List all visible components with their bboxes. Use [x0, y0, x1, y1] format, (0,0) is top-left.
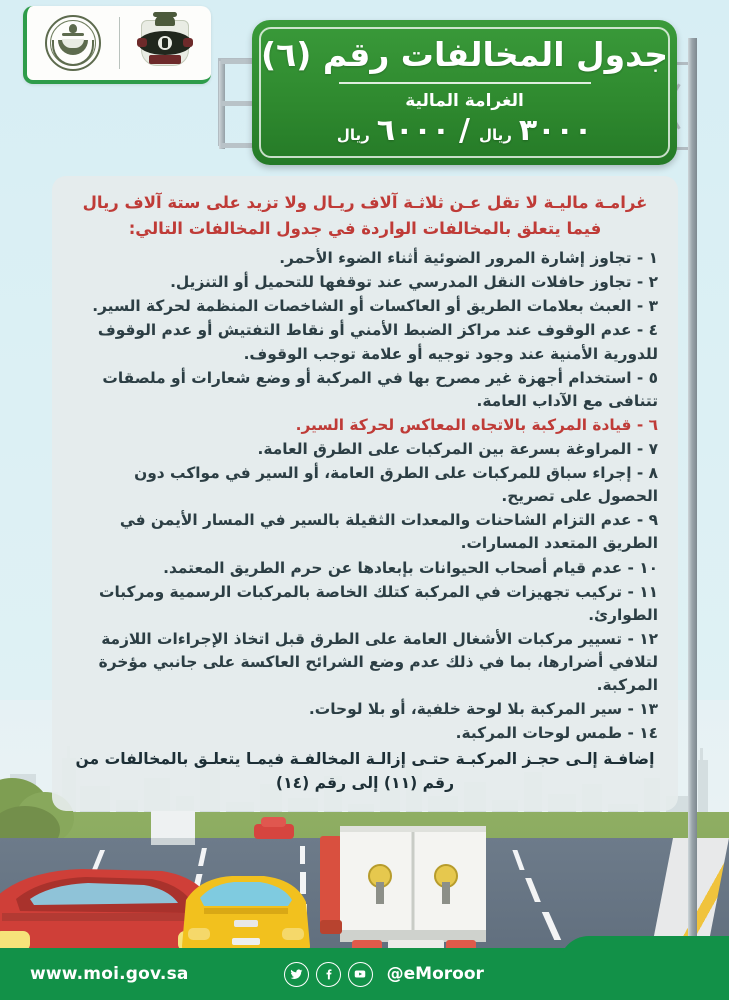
logo-card: [23, 6, 211, 84]
traffic-department-emblem-icon: [135, 14, 195, 72]
violation-text: استخدام أجهزة غير مصرح بها في المركبة أو وضع شعارات أو ملصقات تتنافى مع الآداب العامة.: [102, 368, 658, 410]
fine-max-currency: ريال: [336, 126, 370, 145]
social-handle[interactable]: @eMoroor: [386, 964, 484, 984]
ministry-of-interior-emblem-icon: [45, 15, 101, 71]
violation-item: ٩ - عدم التزام الشاحنات والمعدات الثقيلة بالسير في المسار الأيمن في الطريق المتعدد المسارات.: [119, 511, 658, 553]
distant-truck: [145, 808, 201, 850]
website-url[interactable]: www.moi.gov.sa: [30, 964, 189, 984]
violation-item: ١٤ - طمس لوحات المركبة.: [455, 724, 658, 743]
fine-max-value: ٦٠٠٠: [376, 113, 451, 149]
violation-item: ٦ - قيادة المركبة بالاتجاه المعاكس لحركة السير.: [295, 415, 658, 434]
violation-number: ١٠: [639, 558, 658, 577]
violation-text: المراوغة بسرعة بين المركبات على الطرق العامة.: [257, 440, 632, 458]
violation-item: ٨ - إجراء سباق للمركبات على الطرق العامة، أو السير في مواكب دون الحصول على تصريح.: [134, 464, 658, 506]
violation-text: عدم التزام الشاحنات والمعدات الثقيلة بالسير في المسار الأيمن في الطريق المتعدد المسارات.: [119, 511, 658, 553]
moi-emblem-slot: [27, 15, 119, 71]
violation-item: ٣ - العبث بعلامات الطريق أو العاكسات أو الشاخصات المنظمة لحركة السير.: [92, 297, 658, 316]
violation-text: عدم قيام أصحاب الحيوانات بإبعادها عن حرم الطريق المعتمد.: [163, 558, 623, 577]
violation-text: إجراء سباق للمركبات على الطرق العامة، أو السير في مواكب دون الحصول على تصريح.: [134, 464, 658, 506]
violation-item: ١ - تجاوز إشارة المرور الضوئية أثناء الضوء الأحمر.: [279, 249, 658, 268]
violation-number: ١١: [639, 582, 658, 601]
violation-item: ١٣ - سير المركبة بلا لوحة خلفية، أو بلا لوحات.: [308, 700, 658, 719]
green-highway-sign: [252, 20, 677, 165]
violation-number: ٢: [648, 273, 658, 292]
violation-number: ١٤: [639, 724, 658, 743]
violation-number: ٦: [648, 415, 658, 434]
social-links: [284, 962, 484, 987]
violation-item: ١٠ - عدم قيام أصحاب الحيوانات بإبعادها عن حرم الطريق المعتمد.: [163, 558, 658, 577]
violation-text: تسيير مركبات الأشغال العامة على الطرق قبل اتخاذ الإجراءات اللازمة لتلافي أضرارها، بما في ذلك عدم وضع الشرائح العاكسة على جانبي مؤخرة المركبة.: [98, 629, 658, 695]
violation-item: ٧ - المراوغة بسرعة بين المركبات على الطرق العامة.: [257, 440, 658, 458]
fine-min-currency: ريال: [478, 126, 512, 145]
violation-number: ١٢: [639, 629, 658, 648]
sign-title: جدول المخالفات رقم (٦): [261, 34, 668, 74]
violation-number: ٣: [648, 297, 658, 316]
violation-text: عدم الوقوف عند مراكز الضبط الأمني أو نقاط التفتيش أو عدم الوقوف للدورية الأمنية عند وجود توجيه أو علامة توجب الوقوف.: [97, 321, 658, 363]
violation-number: ٩: [648, 511, 658, 530]
sign-divider: [339, 82, 591, 84]
violation-number: ٤: [648, 321, 658, 340]
violation-number: ١٣: [639, 700, 658, 719]
impound-note: إضافـة إلـى حجـز المركبـة حتـى إزالـة المخالفـة فيمـا يتعلـق بالمخالفات من رقم (١١) إلى رقم (١٤): [75, 750, 655, 792]
violation-item: ٥ - استخدام أجهزة غير مصرح بها في المركبة أو وضع شعارات أو ملصقات تتنافى مع الآداب العامة.: [102, 368, 658, 410]
twitter-icon[interactable]: [284, 962, 309, 987]
fine-min-value: ٣٠٠٠: [518, 113, 593, 149]
violation-number: ٧: [648, 440, 658, 458]
facebook-icon[interactable]: [316, 962, 341, 987]
violation-text: تجاوز إشارة المرور الضوئية أثناء الضوء الأحمر.: [279, 249, 632, 268]
violation-number: ١: [648, 249, 658, 268]
violations-card: [52, 176, 678, 811]
violation-text: العبث بعلامات الطريق أو العاكسات أو الشاخصات المنظمة لحركة السير.: [92, 297, 632, 316]
sign-gantry-post: [688, 38, 697, 953]
violation-item: ٤ - عدم الوقوف عند مراكز الضبط الأمني أو نقاط التفتيش أو عدم الوقوف للدورية الأمنية عند وجود توجيه أو علامة توجب الوقوف.: [97, 321, 658, 363]
violation-item: ١٢ - تسيير مركبات الأشغال العامة على الطرق قبل اتخاذ الإجراءات اللازمة لتلافي أضرارها، بما في ذلك عدم وضع الشرائح العاكسة على جانبي مؤخرة المركبة.: [98, 629, 658, 695]
distant-red-car: [250, 814, 298, 844]
traffic-emblem-slot: [120, 14, 212, 72]
violation-text: طمس لوحات المركبة.: [455, 724, 623, 743]
fine-amount-range: [337, 113, 592, 148]
violation-text: سير المركبة بلا لوحة خلفية، أو بلا لوحات.: [308, 700, 623, 719]
footer-bar: [0, 948, 729, 1000]
violation-text: تجاوز حافلات النقل المدرسي عند توقفها للتحميل أو التنزيل.: [170, 273, 632, 292]
logo-divider: [119, 17, 120, 69]
violation-item: ١١ - تركيب تجهيزات في المركبة كتلك الخاصة بالمركبات الرسمية ومركبات الطوارئ.: [99, 582, 658, 624]
intro-paragraph: غرامـة ماليـة لا تقل عـن ثلاثـة آلاف ريـال ولا تزيد على ستة آلاف ريال فيما يتعلق بالمخالفات الواردة في جدول المخالفات التالي:: [82, 193, 648, 238]
violation-number: ٨: [648, 464, 658, 483]
violation-item: ٢ - تجاوز حافلات النقل المدرسي عند توقفها للتحميل أو التنزيل.: [170, 273, 658, 292]
violation-text: قيادة المركبة بالاتجاه المعاكس لحركة السير.: [295, 415, 632, 434]
amount-separator: /: [459, 113, 470, 149]
youtube-icon[interactable]: [348, 962, 373, 987]
sign-subtitle: الغرامة المالية: [405, 91, 524, 112]
violation-text: تركيب تجهيزات في المركبة كتلك الخاصة بالمركبات الرسمية ومركبات الطوارئ.: [99, 582, 658, 624]
violation-number: ٥: [648, 368, 658, 387]
violations-list: [72, 247, 658, 745]
